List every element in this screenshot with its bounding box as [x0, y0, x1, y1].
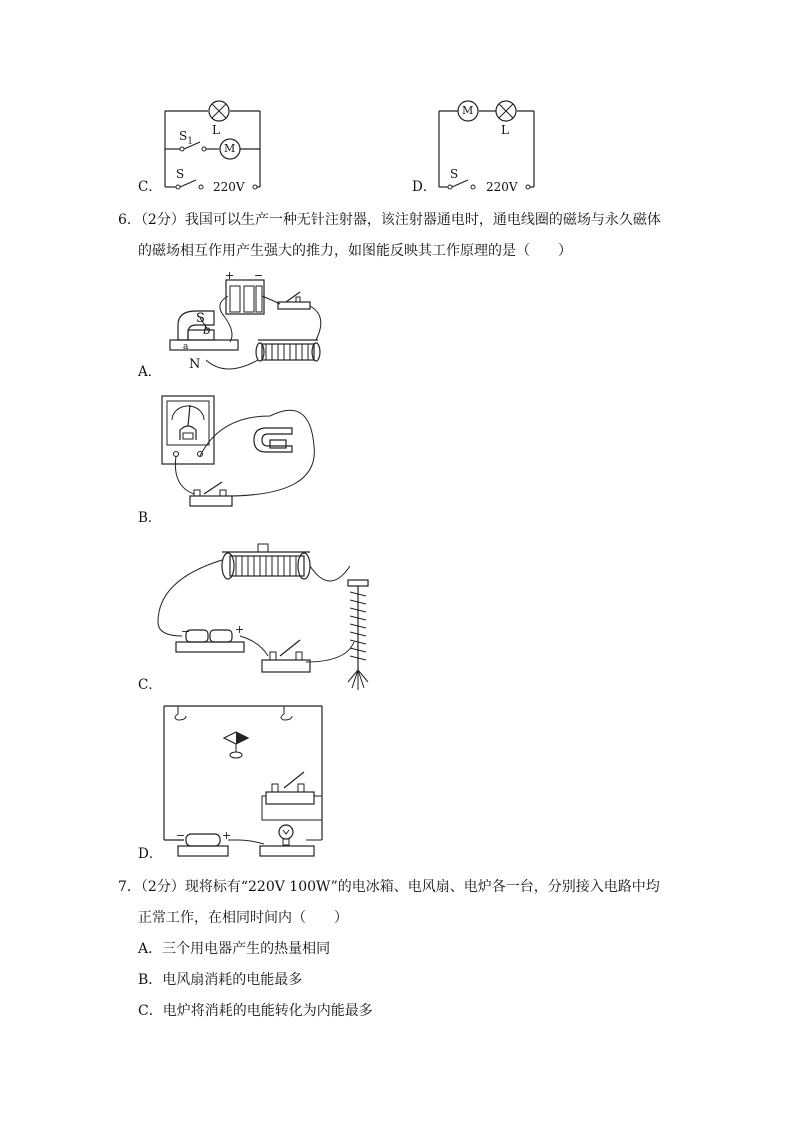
- battery-minus-label: −: [254, 269, 264, 282]
- question-stem: 我国可以生产一种无针注射器，该注射器通电时，通电线圈的磁场与永久磁体: [184, 212, 661, 228]
- label-s1-main: S: [179, 129, 188, 143]
- option-letter-a: A．: [138, 364, 162, 380]
- question-score: （2分）: [140, 879, 185, 895]
- coil-b-label: b: [203, 323, 211, 337]
- option-c[interactable]: [138, 1000, 373, 1020]
- question-7-line2: 正常工作，在相同时间内（ ）: [138, 910, 348, 926]
- voltage-label-c: 220V: [213, 180, 245, 194]
- label-s1-sub: 1: [187, 136, 193, 147]
- option-letter: A．: [138, 941, 163, 957]
- motor-symbol-d: M: [462, 104, 474, 117]
- option-letter-c: C．: [138, 677, 162, 693]
- option-b[interactable]: [138, 969, 302, 989]
- option-letter: C．: [138, 1003, 163, 1019]
- compass-needle-icon: [224, 732, 248, 758]
- battery-plus-label: +: [235, 623, 245, 636]
- option-letter-c: C．: [138, 179, 162, 195]
- option-text: 电炉将消耗的电能转化为内能最多: [162, 1003, 373, 1019]
- bulb-icon: [260, 825, 314, 856]
- question-stem: 现将标有“220V 100W”的电冰箱、电风扇、电炉各一台，分别接入电路中均: [184, 879, 660, 895]
- label-l: L: [212, 123, 220, 137]
- battery-minus-label: −: [181, 625, 191, 638]
- option-text: 电风扇消耗的电能最多: [162, 972, 303, 988]
- label-l: L: [501, 123, 509, 137]
- voltage-label-d: 220V: [486, 180, 518, 194]
- battery-icon: [178, 834, 228, 856]
- battery-minus-label: −: [176, 829, 186, 842]
- motor-symbol-c: M: [224, 142, 236, 155]
- label-s: S: [450, 167, 459, 181]
- question-7-line1: [118, 876, 660, 896]
- label-s: S: [176, 167, 185, 181]
- option-a[interactable]: [138, 938, 330, 958]
- option-letter: B．: [138, 972, 163, 988]
- question-score: （2分）: [140, 212, 185, 228]
- option-letter-b: B．: [138, 510, 162, 526]
- option-letter-d: D．: [138, 846, 163, 862]
- battery-plus-label: +: [225, 269, 235, 282]
- magnet-s-label: S: [196, 311, 205, 326]
- question-6-line2: 的磁场相互作用产生强大的推力，如图能反映其工作原理的是（ ）: [138, 243, 572, 259]
- option-letter-d: D．: [412, 179, 437, 195]
- switch-icon: [266, 772, 314, 804]
- coil-a-label: a: [183, 342, 189, 352]
- option-text: 三个用电器产生的热量相同: [162, 941, 331, 957]
- magnet-n-label: N: [189, 357, 201, 372]
- battery-plus-label: +: [222, 829, 232, 842]
- question-number: 6．: [118, 212, 141, 228]
- question-number: 7．: [118, 879, 141, 895]
